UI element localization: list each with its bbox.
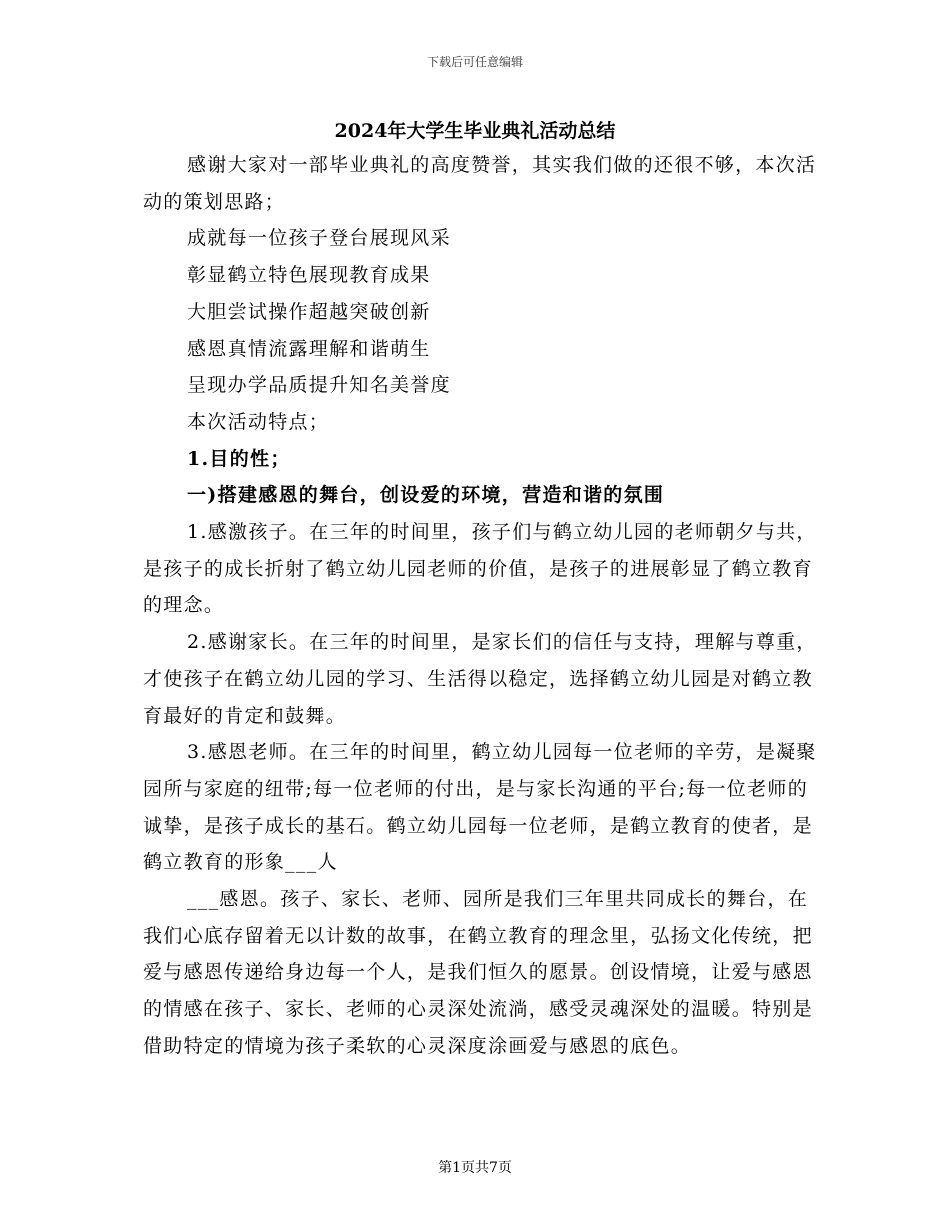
page-number: 第1页共7页 [438,1160,512,1176]
paragraph-children: 1.感激孩子。在三年的时间里，孩子们与鹤立幼儿园的老师朝夕与共，是孩子的成长折射了鹤立幼儿园老师的价值，是孩子的进展彰显了鹤立教育的理念。 [143,521,817,617]
paragraph-gratitude: ___感恩。孩子、家长、老师、园所是我们三年里共同成长的舞台，在我们心底存留着无以计数的故事，在鹤立教育的理念里，弘扬文化传统，把爱与感恩传递给身边每一个人，是我们恒久的愿景。创设情境，让爱与感恩的情感在孩子、家长、老师的心灵深处流淌，感受灵魂深处的温暖。特别是借助特定的情境为孩子柔软的心灵深度涂画爱与感恩的底色。 [143,888,813,1057]
document-body [143,147,823,1065]
list-item: 成就每一位孩子登台展现风采 [187,227,451,250]
document-title: 2024年大学生毕业典礼活动总结 [334,120,616,142]
subsection-heading: 一)搭建感恩的舞台，创设爱的环境，营造和谐的氛围 [187,484,665,507]
list-item: 感恩真情流露理解和谐萌生 [187,337,431,360]
paragraph-intro: 感谢大家对一部毕业典礼的高度赞誉，其实我们做的还很不够，本次活动的策划思路； [143,154,817,213]
section-heading: 1.目的性； [187,447,291,470]
list-item: 大胆尝试操作超越突破创新 [187,300,431,323]
list-item: 彰显鹤立特色展现教育成果 [187,264,431,287]
paragraph-teachers: 3.感恩老师。在三年的时间里，鹤立幼儿园每一位老师的辛劳，是凝聚园所与家庭的纽带;每一位老师的付出，是与家长沟通的平台;每一位老师的诚挚，是孩子成长的基石。鹤立幼儿园每一位老师，是鹤立教育的使者，是鹤立教育的形象___人 [143,741,817,874]
paragraph-features: 本次活动特点； [187,410,330,433]
page-header-note: 下载后可任意编辑 [426,55,523,69]
list-item: 呈现办学品质提升知名美誉度 [187,374,451,397]
paragraph-parents: 2.感谢家长。在三年的时间里，是家长们的信任与支持，理解与尊重，才使孩子在鹤立幼儿园的学习、生活得以稳定，选择鹤立幼儿园是对鹤立教育最好的肯定和鼓舞。 [143,631,817,727]
